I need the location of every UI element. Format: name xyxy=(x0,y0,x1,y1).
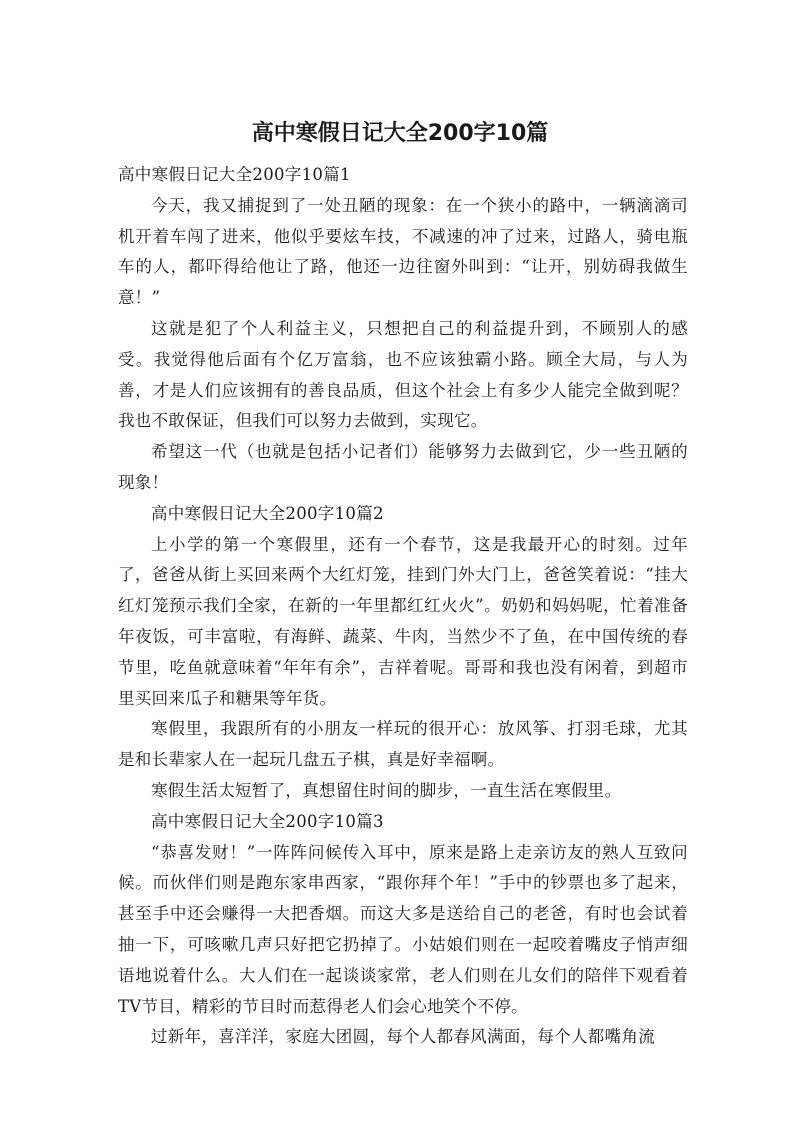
section-heading: 高中寒假日记大全200字10篇3 xyxy=(151,811,384,831)
paragraph: 这就是犯了个人利益主义，只想把自己的利益提升到，不顾别人的感受。我觉得他后面有个亿万富翁，也不应该独霸小路。顾全大局，与人为善，才是人们应该拥有的善良品质，但这个社会上有多少人能完全做到呢？我也不敢保证，但我们可以努力去做到，实现它。 xyxy=(118,318,688,431)
section-heading: 高中寒假日记大全200字10篇2 xyxy=(151,503,384,523)
paragraph: 今天，我又捕捉到了一处丑陋的现象：在一个狭小的路中，一辆滴滴司机开着车闯了进来，他似乎要炫车技，不减速的冲了过来，过路人，骑电瓶车的人，都吓得给他让了路，他还一边往窗外叫到：“让开，别妨碍我做生意！” xyxy=(118,195,688,308)
document-body xyxy=(118,160,688,1053)
paragraph: 过新年，喜洋洋，家庭大团圆，每个人都春风满面，每个人都嘴角流 xyxy=(151,1027,655,1047)
paragraph: 上小学的第一个寒假里，还有一个春节，这是我最开心的时刻。过年了，爸爸从街上买回来两个大红灯笼，挂到门外大门上，爸爸笑着说：“挂大红灯笼预示我们全家，在新的一年里都红红火火”。奶奶和妈妈呢，忙着准备年夜饭，可丰富啦，有海鲜、蔬菜、牛肉，当然少不了鱼，在中国传统的春节里，吃鱼就意味着“年年有余”，吉祥着呢。哥哥和我也没有闲着，到超市里买回来瓜子和糖果等年货。 xyxy=(118,534,688,708)
paragraph: 寒假生活太短暂了，真想留住时间的脚步，一直生活在寒假里。 xyxy=(151,780,622,800)
paragraph: 希望这一代（也就是包括小记者们）能够努力去做到它，少一些丑陋的现象！ xyxy=(118,442,688,492)
paragraph: “恭喜发财！”一阵阵问候传入耳中，原来是路上走亲访友的熟人互致问候。而伙伴们则是跑东家串西家，“跟你拜个年！”手中的钞票也多了起来，甚至手中还会赚得一大把香烟。而这大多是送给自己的老爸，有时也会试着抽一下，可咳嗽几声只好把它扔掉了。小姑娘们则在一起咬着嘴皮子悄声细语地说着什么。大人们在一起谈谈家常，老人们则在儿女们的陪伴下观看着TV节目，精彩的节目时而惹得老人们会心地笑个不停。 xyxy=(118,842,688,1016)
document-title: 高中寒假日记大全200字10篇 xyxy=(251,121,549,146)
paragraph: 寒假里，我跟所有的小朋友一样玩的很开心：放风筝、打羽毛球，尤其是和长辈家人在一起玩几盘五子棋，真是好幸福啊。 xyxy=(118,719,688,770)
section-heading: 高中寒假日记大全200字10篇1 xyxy=(118,165,351,184)
